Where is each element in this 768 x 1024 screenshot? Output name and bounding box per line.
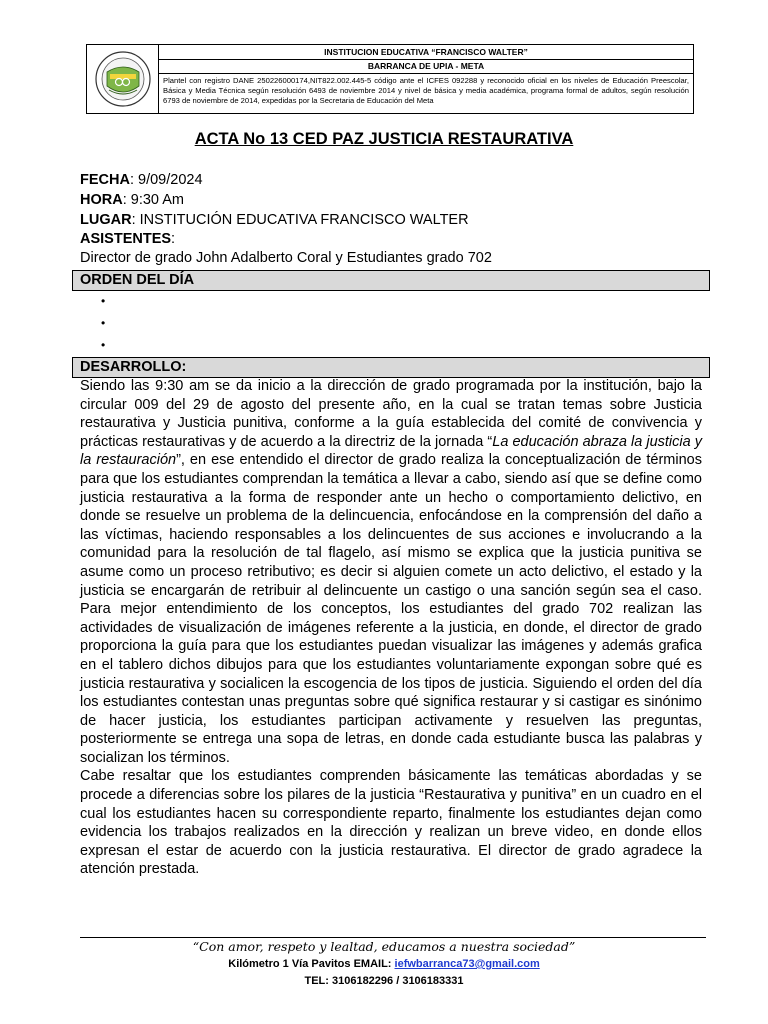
desarrollo-heading: DESARROLLO: <box>72 357 710 378</box>
jornada-quote: La educación abraza la justicia y la restauración <box>80 433 703 469</box>
desarrollo-body <box>80 377 702 879</box>
institution-location: BARRANCA DE UPIA - META <box>159 60 693 74</box>
logo-cell <box>87 45 159 113</box>
institution-name: INSTITUCION EDUCATIVA “FRANCISCO WALTER” <box>159 45 693 60</box>
orden-bullet: • <box>101 338 106 352</box>
orden-bullet: • <box>101 294 106 308</box>
paragraph-text: Siendo las 9:30 am se da inicio a la dirección de grado programada por la institución, bajo la circular 009 del 29 de agosto del presente año, en la cual se tratan temas sobre Justicia restaurativa y Justicia punitiva, conforme a la guía establecida del comité de convivencia y prácticas restaurativas y de acuerdo a la directriz de la jornada “ <box>80 378 702 450</box>
hora-value: : 9:30 Am <box>122 192 184 208</box>
document-title: ACTA No 13 CED PAZ JUSTICIA RESTAURATIVA <box>194 130 574 148</box>
footer-motto: “Con amor, respeto y lealtad, educamos a nuestra sociedad” <box>192 939 576 954</box>
institution-registration: Plantel con registro DANE 250226000174,NIT822.002.445-5 código ante el ICFES 092288 y reconocido oficial en los niveles de Educación Preescolar, Básica y Media Técnica según resolución 6493 de noviembre 2014 y nivel de básica y media académica, programa formal de adultos, según resolución 6793 de noviembre de 2014, expedidas por la Secretaria de Educación del Meta <box>163 76 689 105</box>
asistentes-line <box>80 231 175 247</box>
lugar-label: LUGAR <box>80 212 132 228</box>
address-label: Kilómetro 1 Vía Pavitos EMAIL: <box>228 958 395 970</box>
lugar-line <box>80 212 469 228</box>
footer-phone: TEL: 3106182296 / 3106183331 <box>304 975 464 987</box>
asistentes-label: ASISTENTES <box>80 231 172 247</box>
desarrollo-paragraph-1 <box>80 377 702 767</box>
asistentes-colon: : <box>171 231 176 247</box>
letterhead-table <box>86 44 694 114</box>
hora-line <box>80 192 184 208</box>
lugar-value: : INSTITUCIÓN EDUCATIVA FRANCISCO WALTER <box>131 212 469 228</box>
fecha-value: : 9/09/2024 <box>129 172 203 188</box>
footer-divider <box>80 937 706 938</box>
paragraph-text: ”, en ese entendido el director de grado realiza la conceptualización de términos para que los estudiantes comprendan la temática a llevar a cabo, siendo así que se define como justicia restaurativa a la forma de responder ante un hecho o comportamiento delictivo, en donde se resuelve un problema de la delincuencia, enfocándose en la comprensión del daño a las víctimas, haciendo responsables a los delincuentes de sus acciones e involucrando a la comunidad para la resolución de tal flagelo, así mismo se explica que la justicia punitiva se asume como un proceso retributivo; es decir si alguien comete un acto delictivo, el estado y la justicia se encargarán de retribuir al delincuente un castigo o una sanción según sea el caso. Para mejor entendimiento de los conceptos, los estudiantes del grado 702 realizan las actividades de visualización de imágenes referente a la justicia, en donde, el director de grado proporciona la guía para que los estudiantes puedan visualizar las imágenes y además grafica en el tablero dichos dibujos para que los estudiantes voluntariamente expongan sobre qué es justicia restaurativa y socialicen la escogencia de los tipos de justicia. Siguiendo el orden del día los estudiantes contestan unas preguntas sobre qué significa restaurar y si castigar es sinónimo de hacer justicia, los estudiantes participan activamente y resuelven las preguntas, posteriormente se entrega una sopa de letras, en donde cada estudiante busca las palabras y socializan los términos. <box>80 452 702 766</box>
desarrollo-paragraph-2: Cabe resaltar que los estudiantes comprenden básicamente las temáticas abordadas y se procede a diferencias sobre los pilares de la justicia “Restaurativa y punitiva” en un cuadro en el cual los estudiantes hacen su correspondiente reparto, finalmente los estudiantes dejan como evidencia los trabajos realizados en la dirección y realizan un breve video, en donde ellos expresan el estar de acuerdo con la justicia restaurativa. El director de grado agradece la atención prestada. <box>80 768 702 878</box>
email-link[interactable]: iefwbarranca73@gmail.com <box>394 958 540 970</box>
school-crest-icon <box>94 50 152 108</box>
orden-heading: ORDEN DEL DÍA <box>72 270 710 291</box>
orden-bullet: • <box>101 316 106 330</box>
footer-address <box>0 958 768 970</box>
fecha-label: FECHA <box>80 172 130 188</box>
asistentes-value: Director de grado John Adalberto Coral y Estudiantes grado 702 <box>80 250 492 266</box>
hora-label: HORA <box>80 192 123 208</box>
letterhead-info <box>159 45 693 113</box>
fecha-line <box>80 172 203 188</box>
